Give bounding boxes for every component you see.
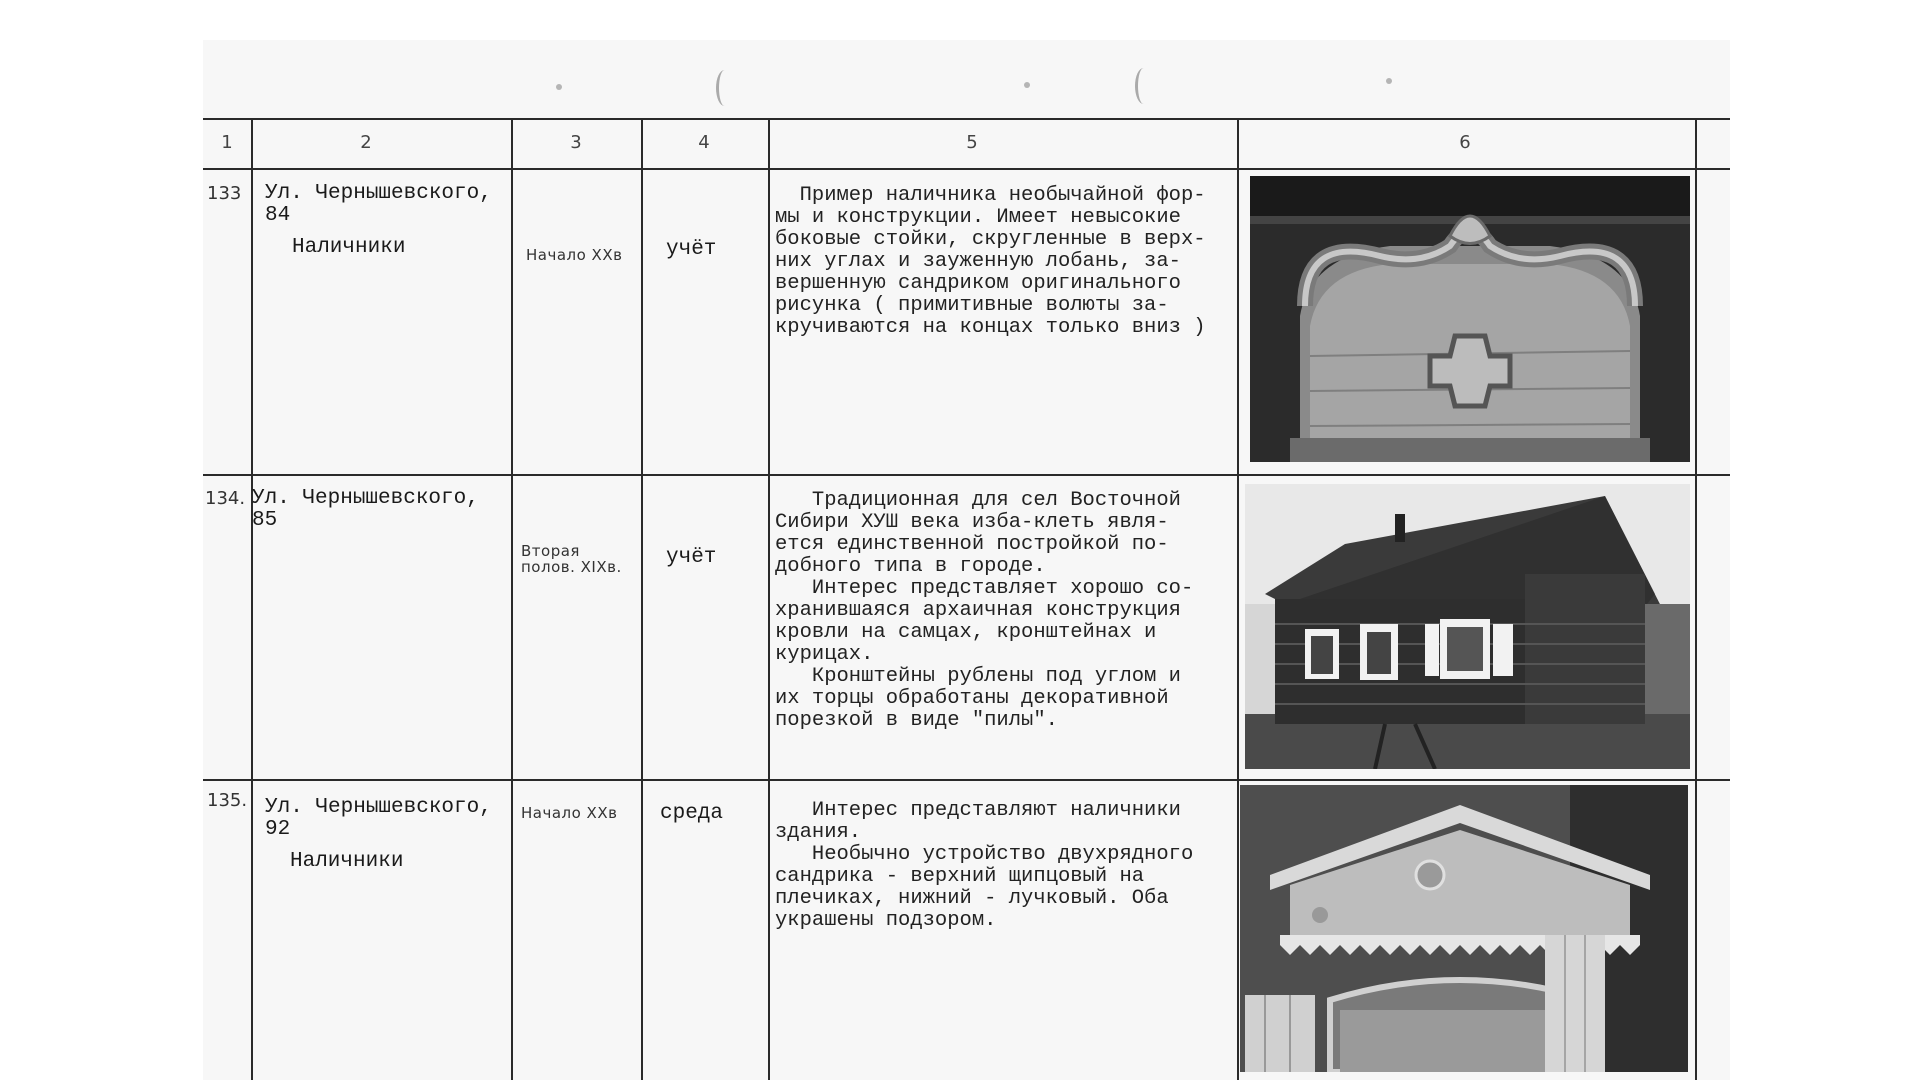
pediment-window-photo: [1240, 785, 1688, 1072]
column-number: 4: [698, 132, 710, 153]
category: учёт: [666, 546, 717, 569]
column-number: 6: [1459, 132, 1471, 153]
date: [521, 543, 622, 575]
table-top-border: [203, 118, 1730, 120]
description: Традиционная для сел Восточной Сибири ХУШ века изба-клеть явля- ется единственной постройкой по- добного типа в городе. Интерес представляет хорошо со- хранившаяся архаичная конструкция кровли на самцах, кронштейнах и курицах. Кронштейны рублены под углом и их торцы обработаны декоративной порезкой в виде "пилы".: [775, 489, 1194, 732]
column-divider: [511, 118, 513, 1080]
row-number: 134.: [205, 488, 246, 509]
header-bottom-border: [203, 168, 1730, 170]
window-frame-photo: [1250, 176, 1690, 462]
column-number: 3: [570, 132, 582, 153]
speck: [556, 84, 562, 90]
column-divider: [251, 118, 253, 1080]
category: среда: [660, 802, 724, 825]
punch-hole-mark: [1135, 68, 1152, 104]
column-divider: [768, 118, 770, 1080]
description: Пример наличника необычайной фор- мы и конструкции. Имеет невысокие боковые стойки, скругленные в верх- них углах и зауженную лобань, за- вершенную сандриком оригинального рисунка ( примитивные волюты за- кручиваются на концах только вниз ): [775, 184, 1206, 339]
subject: Наличники: [290, 850, 404, 873]
date: Начало XXв: [521, 804, 618, 822]
column-divider: [641, 118, 643, 1080]
punch-hole-mark: [716, 70, 733, 106]
address: [265, 797, 492, 841]
address-house: 84: [265, 204, 291, 227]
row-number: 133: [207, 183, 242, 204]
subject: Наличники: [292, 236, 406, 259]
column-divider: [1695, 118, 1697, 1080]
category: учёт: [666, 238, 717, 261]
row-number: 135.: [207, 790, 248, 811]
log-house-photo: [1245, 484, 1690, 769]
address-street: Ул. Чернышевского,: [252, 487, 479, 510]
row-divider: [203, 779, 1730, 781]
column-number: 2: [360, 132, 372, 153]
row-divider: [203, 474, 1730, 476]
date: Начало XXв: [526, 246, 623, 264]
address-house: 85: [252, 509, 278, 532]
address: [252, 488, 479, 532]
date-line: Вторая: [521, 542, 580, 560]
address: [265, 183, 492, 227]
column-number: 5: [966, 132, 978, 153]
address-street: Ул. Чернышевского,: [265, 796, 492, 819]
address-house: 92: [265, 818, 291, 841]
column-number: 1: [221, 132, 233, 153]
speck: [1386, 78, 1392, 84]
date-line: полов. XIXв.: [521, 558, 622, 576]
description: Интерес представляют наличники здания. Необычно устройство двухрядного сандрика - верхний щипцовый на плечиках, нижний - лучковый. Оба украшены подзором.: [775, 799, 1194, 932]
speck: [1024, 82, 1030, 88]
address-street: Ул. Чернышевского,: [265, 182, 492, 205]
